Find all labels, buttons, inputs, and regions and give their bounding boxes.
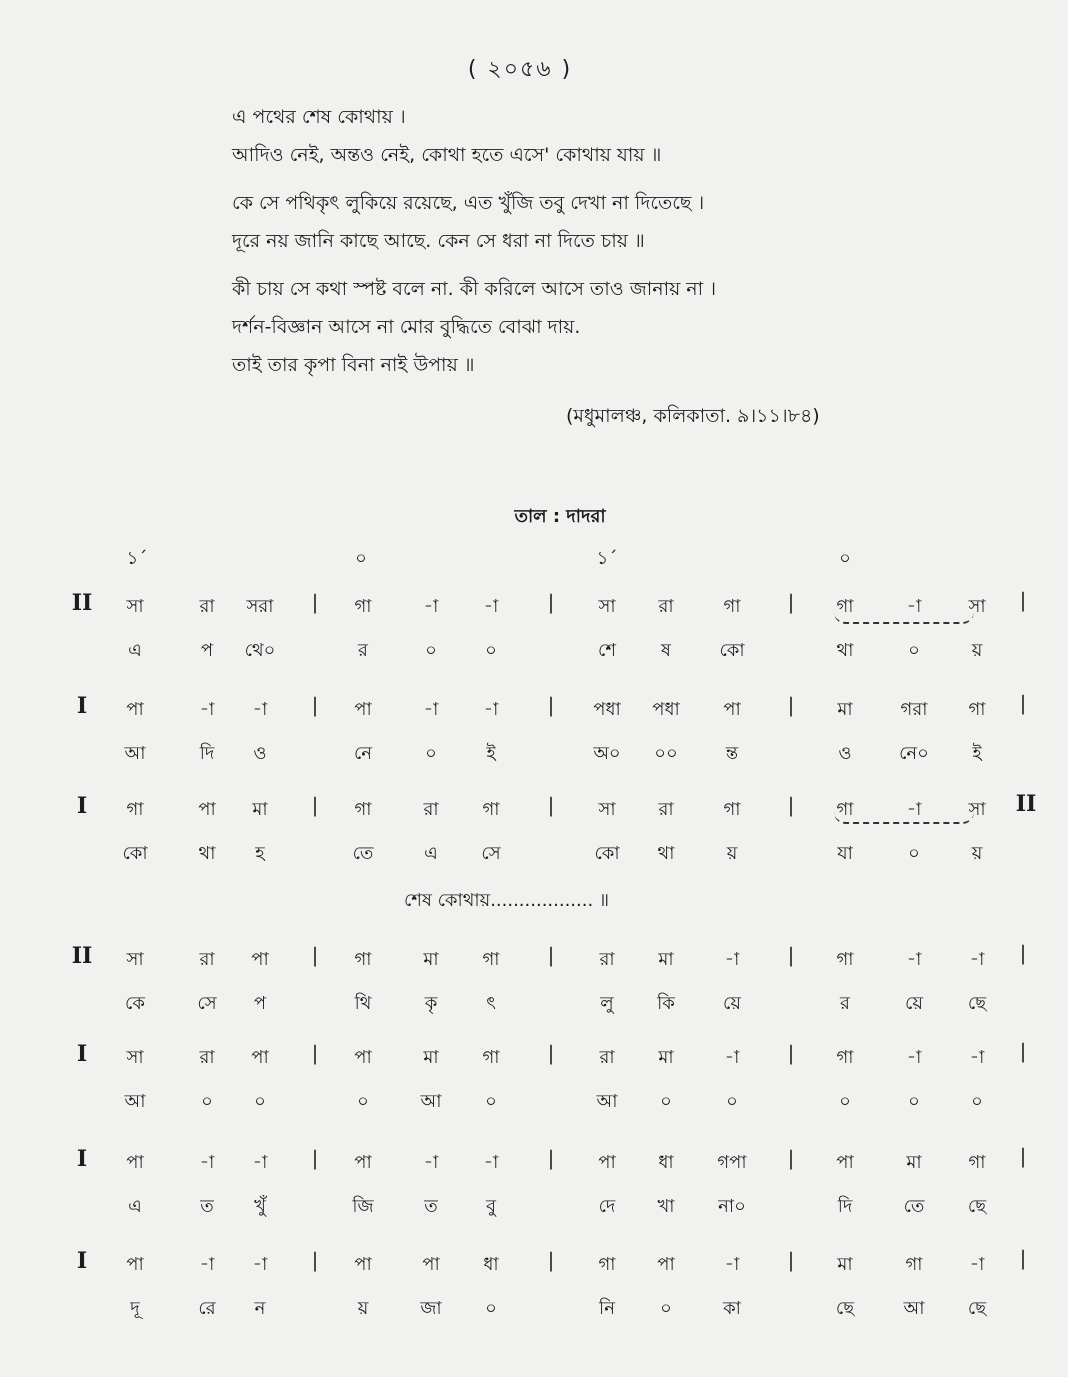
swara-note: মা bbox=[837, 699, 853, 720]
bar-line: | bbox=[787, 1146, 795, 1170]
swara-note: -া bbox=[906, 596, 922, 617]
bar-line: | bbox=[311, 693, 319, 717]
swara-note: পা bbox=[354, 1152, 372, 1173]
lyric-syllable: ০ bbox=[660, 1298, 672, 1319]
lyric-syllable: আ bbox=[124, 743, 146, 764]
lyric-syllable: জা bbox=[420, 1298, 442, 1319]
lyric-syllable: কৃ bbox=[424, 993, 438, 1014]
swara-note: -া bbox=[483, 699, 499, 720]
lyric-syllable: তে bbox=[352, 843, 374, 864]
bar-line: | bbox=[547, 1041, 555, 1065]
poem-line: কী চায় সে কথা স্পষ্ট বলে না. কী করিলে আসে তাও জানায় না । bbox=[232, 278, 716, 300]
swara-note: -া bbox=[724, 1047, 740, 1068]
lyric-syllable: থা bbox=[198, 843, 216, 864]
lyric-syllable: সে bbox=[481, 843, 501, 864]
row-start-mark: I bbox=[76, 1146, 88, 1172]
swara-note: -া bbox=[724, 1254, 740, 1275]
swara-note: -া bbox=[969, 1254, 985, 1275]
poem-line: দর্শন-বিজ্ঞান আসে না মোর বুদ্ধিতে বোঝা দায়. bbox=[232, 316, 581, 338]
bar-line: | bbox=[787, 1041, 795, 1065]
lyric-syllable: খুঁ bbox=[254, 1196, 266, 1217]
lyric-syllable: দে bbox=[598, 1196, 616, 1217]
lyric-syllable: ছে bbox=[835, 1298, 855, 1319]
lyric-syllable: ছে bbox=[967, 1298, 987, 1319]
refrain-text: শেষ কোথায়.................. ॥ bbox=[404, 890, 610, 911]
swara-note: -া bbox=[906, 1047, 922, 1068]
bar-line: | bbox=[787, 943, 795, 967]
swara-note: সা bbox=[126, 596, 144, 617]
lyric-syllable: নে bbox=[353, 743, 373, 764]
swara-note: -া bbox=[252, 699, 268, 720]
swara-note: পা bbox=[598, 1152, 616, 1173]
row-end-mark: | bbox=[1019, 1144, 1027, 1168]
lyric-syllable: ত bbox=[200, 1196, 214, 1217]
swara-note: -া bbox=[969, 949, 985, 970]
bar-line: | bbox=[547, 1146, 555, 1170]
swara-note: সা bbox=[126, 949, 144, 970]
lyric-syllable: ত bbox=[424, 1196, 438, 1217]
swara-note: গা bbox=[836, 596, 854, 617]
beat-marker: ১´ bbox=[126, 548, 148, 569]
lyric-syllable: ০ bbox=[201, 1091, 213, 1112]
lyric-syllable: কা bbox=[723, 1298, 741, 1319]
swara-note: -া bbox=[199, 699, 215, 720]
swara-note: গা bbox=[905, 1254, 923, 1275]
swara-note: গা bbox=[836, 1047, 854, 1068]
swara-note: -া bbox=[199, 1152, 215, 1173]
lyric-syllable: ন্ত bbox=[725, 743, 739, 764]
bar-line: | bbox=[787, 590, 795, 614]
row-end-mark: | bbox=[1019, 1039, 1027, 1063]
swara-note: রা bbox=[599, 1047, 615, 1068]
bar-line: | bbox=[547, 793, 555, 817]
lyric-syllable: খা bbox=[657, 1196, 675, 1217]
swara-note: -া bbox=[483, 596, 499, 617]
lyric-syllable: ০ bbox=[971, 1091, 983, 1112]
beat-marker: ০ bbox=[839, 548, 851, 569]
swara-note: মা bbox=[423, 949, 439, 970]
lyric-syllable: নি bbox=[599, 1298, 615, 1319]
swara-note: -া bbox=[423, 596, 439, 617]
lyric-syllable: কে bbox=[125, 993, 145, 1014]
swara-note: গা bbox=[482, 949, 500, 970]
lyric-syllable: য় bbox=[971, 843, 983, 864]
lyric-syllable: ছে bbox=[967, 993, 987, 1014]
lyric-syllable: যা bbox=[837, 843, 853, 864]
swara-note: রা bbox=[658, 799, 674, 820]
swara-note: রা bbox=[423, 799, 439, 820]
swara-note: রা bbox=[199, 949, 215, 970]
swara-note: রা bbox=[599, 949, 615, 970]
swara-note: -া bbox=[724, 949, 740, 970]
row-start-mark: II bbox=[71, 943, 93, 969]
swara-note: পা bbox=[126, 1254, 144, 1275]
lyric-syllable: ০ bbox=[908, 843, 920, 864]
swara-note: মা bbox=[658, 1047, 674, 1068]
swara-note: রা bbox=[658, 596, 674, 617]
swara-note: গা bbox=[836, 949, 854, 970]
swara-note: মা bbox=[658, 949, 674, 970]
lyric-syllable: থা bbox=[657, 843, 675, 864]
swara-note: সা bbox=[968, 799, 986, 820]
lyric-syllable: র bbox=[840, 993, 850, 1014]
swara-note: সা bbox=[126, 1047, 144, 1068]
lyric-syllable: হ bbox=[255, 843, 265, 864]
swara-note: গা bbox=[354, 799, 372, 820]
lyric-syllable: লু bbox=[600, 993, 614, 1014]
lyric-syllable: নে০ bbox=[899, 743, 929, 764]
lyric-syllable: কো bbox=[594, 843, 620, 864]
swara-note: গা bbox=[482, 1047, 500, 1068]
bar-line: | bbox=[311, 1146, 319, 1170]
lyric-syllable: ছে bbox=[967, 1196, 987, 1217]
swara-note: রা bbox=[199, 1047, 215, 1068]
lyric-syllable: ও bbox=[253, 743, 267, 764]
lyric-syllable: ই bbox=[972, 743, 982, 764]
swara-note: মা bbox=[906, 1152, 922, 1173]
lyric-syllable: ন bbox=[254, 1298, 266, 1319]
lyric-syllable: ০ bbox=[839, 1091, 851, 1112]
swara-note: -া bbox=[423, 699, 439, 720]
bar-line: | bbox=[311, 1248, 319, 1272]
swara-note: পা bbox=[126, 1152, 144, 1173]
lyric-syllable: দি bbox=[199, 743, 215, 764]
meend-slur bbox=[834, 812, 974, 824]
row-start-mark: I bbox=[76, 1041, 88, 1067]
lyric-syllable: আ bbox=[596, 1091, 618, 1112]
lyric-syllable: এ bbox=[128, 1196, 142, 1217]
poem-line: কে সে পথিকৃৎ লুকিয়ে রয়েছে, এত খুঁজি তবু দেখা না দিতেছে । bbox=[232, 192, 705, 214]
page-number: ( ২০৫৬ ) bbox=[467, 57, 573, 82]
lyric-syllable: থে০ bbox=[244, 640, 276, 661]
lyric-syllable: কো bbox=[122, 843, 148, 864]
lyric-syllable: ষ bbox=[661, 640, 671, 661]
bar-line: | bbox=[311, 943, 319, 967]
lyric-syllable: র bbox=[358, 640, 368, 661]
row-start-mark: I bbox=[76, 693, 88, 719]
bar-line: | bbox=[787, 693, 795, 717]
lyric-syllable: শে bbox=[598, 640, 616, 661]
row-end-mark: | bbox=[1019, 691, 1027, 715]
swara-note: পা bbox=[354, 1254, 372, 1275]
swara-note: সা bbox=[598, 799, 616, 820]
swara-note: পা bbox=[657, 1254, 675, 1275]
lyric-syllable: থা bbox=[836, 640, 854, 661]
swara-note: সা bbox=[598, 596, 616, 617]
lyric-syllable: প bbox=[200, 640, 214, 661]
lyric-syllable: ০ bbox=[726, 1091, 738, 1112]
lyric-syllable: তে bbox=[903, 1196, 925, 1217]
lyric-syllable: ই bbox=[486, 743, 496, 764]
lyric-syllable: ০ bbox=[485, 1091, 497, 1112]
lyric-syllable: প bbox=[253, 993, 267, 1014]
swara-note: সরা bbox=[246, 596, 274, 617]
bar-line: | bbox=[547, 693, 555, 717]
lyric-syllable: জি bbox=[352, 1196, 374, 1217]
lyric-syllable: ০ bbox=[908, 1091, 920, 1112]
lyric-syllable: না০ bbox=[718, 1196, 746, 1217]
swara-note: মা bbox=[252, 799, 268, 820]
lyric-syllable: আ bbox=[903, 1298, 925, 1319]
lyric-syllable: ০ bbox=[425, 640, 437, 661]
swara-note: পা bbox=[354, 1047, 372, 1068]
swara-note: গা bbox=[354, 949, 372, 970]
bar-line: | bbox=[787, 1248, 795, 1272]
bar-line: | bbox=[547, 1248, 555, 1272]
swara-note: পধা bbox=[652, 699, 680, 720]
swara-note: গরা bbox=[900, 699, 928, 720]
swara-note: পা bbox=[198, 799, 216, 820]
swara-note: সা bbox=[968, 596, 986, 617]
swara-note: -া bbox=[423, 1152, 439, 1173]
lyric-syllable: সে bbox=[197, 993, 217, 1014]
poem-line: দূরে নয় জানি কাছে আছে. কেন সে ধরা না দিতে চায় ॥ bbox=[232, 230, 645, 252]
swara-note: গা bbox=[723, 799, 741, 820]
swara-note: গা bbox=[836, 799, 854, 820]
swara-note: গা bbox=[968, 1152, 986, 1173]
swara-note: পা bbox=[723, 699, 741, 720]
lyric-syllable: রে bbox=[198, 1298, 216, 1319]
swara-note: পধা bbox=[593, 699, 621, 720]
swara-note: গা bbox=[354, 596, 372, 617]
row-start-mark: II bbox=[71, 590, 93, 616]
lyric-syllable: য়ে bbox=[905, 993, 923, 1014]
swara-note: গা bbox=[968, 699, 986, 720]
swara-note: গা bbox=[126, 799, 144, 820]
poem-line: আদিও নেই, অন্তও নেই, কোথা হতে এসে' কোথায় যায় ॥ bbox=[232, 144, 662, 166]
swara-note: পা bbox=[354, 699, 372, 720]
lyric-syllable: ও bbox=[838, 743, 852, 764]
bar-line: | bbox=[311, 590, 319, 614]
swara-note: মা bbox=[837, 1254, 853, 1275]
row-end-mark: | bbox=[1019, 1246, 1027, 1270]
swara-note: -া bbox=[906, 799, 922, 820]
swara-note: ধা bbox=[483, 1254, 499, 1275]
row-start-mark: I bbox=[76, 793, 88, 819]
lyric-syllable: দূ bbox=[130, 1298, 140, 1319]
row-end-mark: II bbox=[1015, 791, 1037, 817]
swara-note: -া bbox=[969, 1047, 985, 1068]
lyric-syllable: ০০ bbox=[654, 743, 678, 764]
swara-note: -া bbox=[252, 1254, 268, 1275]
swara-note: পা bbox=[422, 1254, 440, 1275]
swara-note: মা bbox=[423, 1047, 439, 1068]
lyric-syllable: এ bbox=[128, 640, 142, 661]
bar-line: | bbox=[311, 1041, 319, 1065]
bar-line: | bbox=[547, 943, 555, 967]
beat-marker: ১´ bbox=[596, 548, 618, 569]
lyric-syllable: থি bbox=[354, 993, 372, 1014]
swara-note: গা bbox=[598, 1254, 616, 1275]
attribution: (মধুমালঞ্চ, কলিকাতা. ৯।১১।৮৪) bbox=[566, 405, 820, 427]
lyric-syllable: য় bbox=[971, 640, 983, 661]
row-end-mark: | bbox=[1019, 588, 1027, 612]
lyric-syllable: আ bbox=[124, 1091, 146, 1112]
lyric-syllable: ০ bbox=[908, 640, 920, 661]
lyric-syllable: দি bbox=[837, 1196, 853, 1217]
lyric-syllable: য়ে bbox=[723, 993, 741, 1014]
poem-line: এ পথের শেষ কোথায় । bbox=[232, 106, 406, 128]
swara-note: পা bbox=[126, 699, 144, 720]
swara-note: -া bbox=[252, 1152, 268, 1173]
lyric-syllable: কো bbox=[719, 640, 745, 661]
bar-line: | bbox=[787, 793, 795, 817]
lyric-syllable: ৎ bbox=[486, 993, 496, 1014]
poem bbox=[232, 98, 716, 384]
swara-note: পা bbox=[251, 1047, 269, 1068]
swara-note: রা bbox=[199, 596, 215, 617]
swara-note: গপা bbox=[717, 1152, 747, 1173]
swara-note: গা bbox=[482, 799, 500, 820]
swara-note: -া bbox=[199, 1254, 215, 1275]
lyric-syllable: বু bbox=[485, 1196, 497, 1217]
swara-note: ধা bbox=[658, 1152, 674, 1173]
swara-note: গা bbox=[723, 596, 741, 617]
bar-line: | bbox=[311, 793, 319, 817]
lyric-syllable: ০ bbox=[254, 1091, 266, 1112]
beat-marker: ০ bbox=[355, 548, 367, 569]
lyric-syllable: ০ bbox=[485, 1298, 497, 1319]
lyric-syllable: ০ bbox=[357, 1091, 369, 1112]
row-start-mark: I bbox=[76, 1248, 88, 1274]
tala-heading: তাল : দাদরা bbox=[514, 506, 606, 527]
lyric-syllable: কি bbox=[657, 993, 675, 1014]
lyric-syllable: ০ bbox=[425, 743, 437, 764]
lyric-syllable: আ bbox=[420, 1091, 442, 1112]
lyric-syllable: অ০ bbox=[593, 743, 621, 764]
meend-slur bbox=[834, 612, 974, 624]
lyric-syllable: য় bbox=[357, 1298, 369, 1319]
row-end-mark: | bbox=[1019, 941, 1027, 965]
lyric-syllable: ০ bbox=[485, 640, 497, 661]
swara-note: পা bbox=[836, 1152, 854, 1173]
swara-note: -া bbox=[483, 1152, 499, 1173]
lyric-syllable: য় bbox=[726, 843, 738, 864]
poem-line: তাই তার কৃপা বিনা নাই উপায় ॥ bbox=[232, 354, 475, 376]
lyric-syllable: এ bbox=[424, 843, 438, 864]
swara-note: পা bbox=[251, 949, 269, 970]
swara-note: -া bbox=[906, 949, 922, 970]
lyric-syllable: ০ bbox=[660, 1091, 672, 1112]
bar-line: | bbox=[547, 590, 555, 614]
